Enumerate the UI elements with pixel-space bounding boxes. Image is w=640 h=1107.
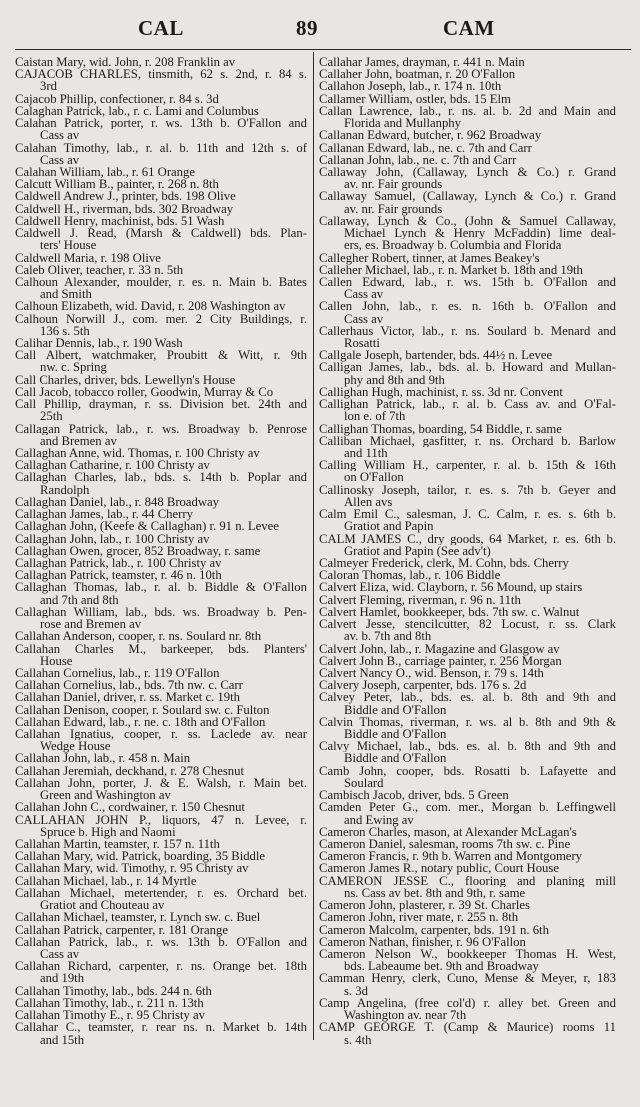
directory-entry <box>15 569 307 581</box>
entry-line: Calvery Joseph, carpenter, bds. 176 s. 2d <box>319 678 527 693</box>
entry-continuation-line: Gratiot and Papin (See adv't) <box>344 543 491 558</box>
entry-line: Callgale Joseph, bartender, bds. 44½ n. Levee <box>319 348 553 363</box>
directory-entry <box>319 435 616 459</box>
directory-entry <box>319 80 616 92</box>
entry-continuation-line: av. nr. Fair grounds <box>344 177 443 192</box>
directory-entry <box>319 679 616 691</box>
directory-entry <box>15 459 307 471</box>
entry-continuation-line: Gratiot and Chouteau av <box>40 898 165 913</box>
page-number: 89 <box>296 16 318 40</box>
entry-continuation-line: s. 3d <box>344 983 368 998</box>
directory-entry <box>15 716 307 728</box>
entry-line: Cajacob Phillip, confectioner, r. 84 s. 3d <box>15 91 219 106</box>
directory-entry <box>15 704 307 716</box>
directory-entry <box>15 264 307 276</box>
entry-line: Callahan Anderson, cooper, r. ns. Soulard nr. 8th <box>15 629 262 644</box>
header-rule <box>15 49 631 50</box>
entry-line: Call Jacob, tobacco roller, Goodwin, Murray & Co <box>15 384 274 399</box>
directory-entry <box>15 337 307 349</box>
entry-line: Callahar James, drayman, r. 441 n. Main <box>319 55 525 69</box>
entry-continuation-line: Biddle and O'Fallon <box>344 702 447 717</box>
entry-line: Callahan Michael, teamster, r. Lynch sw. c. Buel <box>15 910 261 925</box>
directory-entry <box>15 887 307 911</box>
directory-entry <box>319 423 616 435</box>
directory-entry <box>15 801 307 813</box>
directory-entry <box>319 129 616 141</box>
entry-line: Callahan Patrick, lab., r. ws. 13th b. O'Fallon and <box>15 935 307 948</box>
entry-line: Callaway Samuel, (Callaway, Lynch & Co.) r. Grand <box>319 190 616 203</box>
entry-line: Callaghan James, lab., r. 44 Cherry <box>15 507 193 522</box>
entry-line: Callahar C., teamster, r. rear ns. n. Market b. 14th <box>15 1021 307 1034</box>
entry-line: Callahan Cornelius, lab., r. 119 O'Fallon <box>15 665 220 680</box>
entry-line: Calvert Jesse, stencilcutter, 82 Locust, r. ss. Clark <box>319 618 616 631</box>
entry-line: Calvert Hamlet, bookkeeper, bds. 7th sw. c. Walnut <box>319 604 580 619</box>
entry-continuation-line: House <box>40 653 73 668</box>
directory-entry <box>15 252 307 264</box>
directory-entry <box>15 1021 307 1045</box>
entry-line: Calm Emil C., salesman, J. C. Calm, r. es. s. 6th b. <box>319 508 616 521</box>
entry-line: Cameron Nelson W., bookkeeper Thomas H. West, <box>319 947 616 961</box>
entry-line: Cameron Daniel, salesman, rooms 7th sw. c. Pine <box>319 837 571 851</box>
entry-line: Cameron John, plasterer, r. 39 St. Charles <box>319 898 530 913</box>
entry-line: Calhoun Norwill J., com. mer. 2 City Buildings, r. <box>15 312 307 325</box>
directory-entry <box>319 997 616 1021</box>
entry-line: Calling William H., carpenter, r. al. b. 15th & 16th <box>319 459 616 472</box>
entry-line: Callan Lawrence, lab., r. ns. al. b. 2d and Main and <box>319 104 616 118</box>
directory-entry <box>15 911 307 923</box>
directory-entry <box>319 618 616 642</box>
entry-line: Caldwell Andrew J., printer, bds. 198 Olive <box>15 189 236 204</box>
entry-line: Camden Peter G., com. mer., Morgan b. Leffingwell <box>319 801 616 814</box>
entry-line: Calvert Nancy O., wid. Benson, r. 79 s. 14th <box>319 665 544 680</box>
entry-line: Callahan Jeremiah, deckhand, r. 278 Chesnut <box>15 763 245 778</box>
directory-entry <box>15 630 307 642</box>
entry-continuation-line: Cass av <box>40 128 80 143</box>
directory-entry <box>15 581 307 605</box>
directory-entry <box>319 93 616 105</box>
entry-line: CALLAHAN JOHN P., liquors, 47 n. Levee, r. <box>15 813 307 826</box>
directory-entry <box>319 386 616 398</box>
entry-continuation-line: s. 4th <box>344 1032 372 1047</box>
entry-line: Caldwell Henry, machinist, bds. 51 Wash <box>15 213 225 228</box>
entry-continuation-line: and 11th <box>344 446 388 460</box>
entry-continuation-line: Biddle and O'Fallon <box>344 727 447 742</box>
entry-continuation-line: Spruce b. High and Naomi <box>40 824 176 839</box>
entry-line: Calvy Michael, lab., bds. es. al. b. 8th and 9th and <box>319 740 616 753</box>
entry-continuation-line: ns. Cass av bet. 8th and 9th, r. same <box>344 885 526 900</box>
entry-line: Camman Henry, clerk, Cuno, Mense & Meyer, r, 183 <box>319 972 616 985</box>
entry-line: CAJACOB CHARLES, tinsmith, 62 s. 2nd, r. 84 s. <box>15 68 307 81</box>
entry-line: Callahan Michael, metertender, r. es. Orchard bet. <box>15 886 307 900</box>
directory-entry <box>319 911 616 923</box>
directory-entry <box>319 484 616 508</box>
entry-continuation-line: rose and Bremen av <box>40 617 142 632</box>
directory-entry <box>15 423 307 447</box>
entry-line: Cameron John, river mate, r. 255 n. 8th <box>319 910 519 925</box>
entry-continuation-line: bds. Labeaume bet. 9th and Broadway <box>344 959 539 974</box>
entry-line: Calvin Thomas, riverman, r. ws. al b. 8th and 9th & <box>319 715 616 729</box>
entry-line: Callahon Joseph, lab., r. 174 n. 10th <box>319 79 502 94</box>
entry-continuation-line: and Bremen av <box>40 433 117 448</box>
entry-continuation-line: Wedge House <box>40 739 111 754</box>
entry-continuation-line: Gratiot and Papin <box>344 519 434 534</box>
directory-entry <box>319 300 616 324</box>
entry-continuation-line: 25th <box>40 409 63 424</box>
entry-line: Callighan Thomas, boarding, 54 Biddle, r. same <box>319 421 562 436</box>
directory-entry <box>15 643 307 667</box>
entry-continuation-line: 136 s. 5th <box>40 323 90 338</box>
entry-line: Calligan James, lab., bds. al. b. Howard and Mullan- <box>319 361 616 374</box>
entry-line: Callinosky Joseph, tailor, r. es. s. 7th b. Geyer and <box>319 483 616 496</box>
entry-continuation-line: Michael Lynch & Henry McFaddin) lime deal- <box>344 227 616 240</box>
entry-continuation-line: phy and 8th and 9th <box>344 372 445 387</box>
entry-line: Calhoun Elizabeth, wid. David, r. 208 Washington av <box>15 299 286 314</box>
entry-line: Callagan Patrick, lab., r. ws. Broadway b. Penrose <box>15 422 307 435</box>
entry-line: Callegher Robert, tinner, at James Beakey's <box>319 250 540 265</box>
entry-line: Call Phillip, drayman, r. ss. Division bet. 24th and <box>15 398 307 411</box>
entry-line: Callahan Edward, lab., r. ne. c. 18th and O'Fallon <box>15 714 266 729</box>
entry-line: Cameron James R., notary public, Court House <box>319 861 559 876</box>
entry-line: Calvert Fleming, riverman, r. 96 n. 11th <box>319 592 521 607</box>
directory-entry <box>15 924 307 936</box>
entry-line: Callighan Hugh, machinist, r. ss. 3d nr. Convent <box>319 384 563 399</box>
entry-continuation-line: on O'Fallon <box>344 470 404 485</box>
directory-entry <box>319 190 616 214</box>
entry-continuation-line: Cass av <box>40 946 80 961</box>
entry-line: Calcutt William B., painter, r. 268 n. 8th <box>15 177 219 192</box>
entry-line: Calvert Eliza, wid. Clayborn, r. 56 Mound, up stairs <box>319 580 583 595</box>
directory-entry <box>319 264 616 276</box>
entry-line: Calmeyer Frederick, clerk, M. Cohn, bds. Cherry <box>319 555 569 570</box>
entry-line: Callen Edward, lab., r. ws. 15th b. O'Fallon and <box>319 275 616 289</box>
entry-line: Cameron Nathan, finisher, r. 96 O'Fallon <box>319 934 526 949</box>
directory-entry <box>319 533 616 557</box>
entry-line: Callaghan Patrick, teamster, r. 46 n. 10th <box>15 568 222 583</box>
entry-line: Callanan Edward, lab., ne. c. 7th and Carr <box>319 140 532 155</box>
entry-line: Callaway, Lynch & Co., (John & Samuel Callaway, <box>319 214 616 228</box>
entry-line: Calvert John, lab., r. Magazine and Glasgow av <box>319 641 560 656</box>
directory-entry <box>319 215 616 252</box>
entry-line: Callen John, lab., r. es. n. 16th b. O'Fallon and <box>319 300 616 313</box>
entry-line: Calahan William, lab., r. 61 Orange <box>15 164 196 179</box>
entry-line: Callamer William, ostler, bds. 15 Elm <box>319 91 511 106</box>
entry-line: Callahan Charles M., barkeeper, bds. Planters' <box>15 642 307 655</box>
directory-entry <box>15 960 307 984</box>
entry-line: Callaghan Charles, lab., bds. s. 14th b. Poplar and <box>15 471 307 484</box>
entry-line: Callaher John, boatman, r. 20 O'Fallon <box>319 67 516 82</box>
entry-continuation-line: av. b. 7th and 8th <box>344 629 432 644</box>
entry-line: CAMERON JESSE C., flooring and planing mill <box>319 874 616 887</box>
directory-entry <box>319 398 616 422</box>
directory-entry <box>319 924 616 936</box>
entry-line: CALM JAMES C., dry goods, 64 Market, r. es. 6th b. <box>319 532 616 545</box>
entry-line: Calvert John B., carriage painter, r. 256 Morgan <box>319 653 562 668</box>
directory-entry <box>319 716 616 740</box>
entry-line: Callanan John, lab., ne. c. 7th and Carr <box>319 152 517 167</box>
directory-entry <box>319 459 616 483</box>
directory-entry <box>319 875 616 899</box>
left-guide-word: CAL <box>138 16 184 40</box>
directory-entry <box>319 936 616 948</box>
entry-line: Callahan Mary, wid. Timothy, r. 95 Christy av <box>15 861 249 876</box>
entry-continuation-line: Cass av <box>344 287 384 302</box>
directory-entry <box>319 972 616 996</box>
entry-line: Callaghan Daniel, lab., r. 848 Broadway <box>15 494 220 509</box>
entry-continuation-line: Cass av <box>40 152 80 167</box>
entry-continuation-line: and 7th and 8th <box>40 592 119 607</box>
directory-entry <box>319 252 616 264</box>
entry-continuation-line: lon e. of 7th <box>344 409 406 424</box>
directory-entry <box>15 691 307 703</box>
directory-entry <box>319 789 616 801</box>
entry-line: Call Albert, watchmaker, Proubitt & Witt, r. 9th <box>15 349 307 362</box>
entry-line: Callaghan John, lab., r. 100 Christy av <box>15 531 210 546</box>
entry-continuation-line: Rosatti <box>344 336 380 351</box>
entry-line: Caldwell H., riverman, bds. 302 Broadway <box>15 201 234 216</box>
directory-entry <box>15 985 307 997</box>
entry-continuation-line: Soulard <box>344 775 384 790</box>
directory-entry <box>15 398 307 422</box>
entry-line: Callaghan William, lab., bds. ws. Broadway b. Pen- <box>15 605 307 619</box>
entry-line: Callaghan John, (Keefe & Callaghan) r. 91 n. Levee <box>15 519 279 534</box>
directory-entry <box>319 801 616 825</box>
entry-continuation-line: and Smith <box>40 287 92 302</box>
directory-entry <box>15 1009 307 1021</box>
entry-line: Callahan Cornelius, lab., bds. 7th nw. c. Carr <box>15 678 243 693</box>
entry-line: Callahan John, lab., r. 458 n. Main <box>15 751 191 766</box>
entry-continuation-line: 3rd <box>40 79 57 94</box>
right-column <box>319 56 616 1046</box>
entry-line: Callahan Timothy, lab., bds. 244 n. 6th <box>15 983 212 998</box>
directory-entry <box>319 691 616 715</box>
entry-line: Calahan Timothy, lab., r. al. b. 11th and 12th s. of <box>15 141 307 154</box>
entry-line: Callahan Denison, cooper, r. Soulard sw. c. Fulton <box>15 702 270 717</box>
directory-entry <box>15 68 307 92</box>
directory-entry <box>319 740 616 764</box>
directory-entry <box>15 814 307 838</box>
entry-line: Callaghan Patrick, lab., r. 100 Christy av <box>15 555 222 570</box>
directory-entry <box>319 594 616 606</box>
directory-entry <box>15 105 307 117</box>
entry-line: Callahan Mary, wid. Patrick, boarding, 35 Biddle <box>15 849 266 864</box>
directory-entry <box>15 313 307 337</box>
entry-line: Caistan Mary, wid. John, r. 208 Franklin av <box>15 55 236 69</box>
directory-entry <box>15 471 307 495</box>
directory-entry <box>15 117 307 141</box>
directory-entry <box>15 752 307 764</box>
directory-entry <box>15 203 307 215</box>
entry-line: Callaghan Owen, grocer, 852 Broadway, r. same <box>15 543 261 558</box>
entry-line: Calhoun Alexander, moulder, r. es. n. Main b. Bates <box>15 275 307 289</box>
entry-continuation-line: nw. c. Spring <box>40 360 107 375</box>
directory-entry <box>319 361 616 385</box>
entry-continuation-line: and 15th <box>40 1032 85 1047</box>
directory-entry <box>319 581 616 593</box>
entry-continuation-line: and 19th <box>40 971 85 986</box>
directory-entry <box>319 142 616 154</box>
entry-line: Calleher Michael, lab., r. n. Market b. 18th and 19th <box>319 262 583 277</box>
directory-entry <box>319 276 616 300</box>
entry-continuation-line: ters' House <box>40 238 97 253</box>
entry-line: Calvey Peter, lab., bds. es. al. b. 8th and 9th and <box>319 691 616 704</box>
entry-line: Callahan Patrick, carpenter, r. 181 Orange <box>15 922 228 937</box>
entry-line: Callaghan Anne, wid. Thomas, r. 100 Christy av <box>15 446 260 460</box>
directory-entry <box>15 386 307 398</box>
directory-entry <box>319 166 616 190</box>
column-divider <box>313 52 314 1040</box>
directory-entry <box>319 643 616 655</box>
entry-continuation-line: Cass av <box>344 311 384 326</box>
directory-entry <box>15 227 307 251</box>
entry-continuation-line: Allen avs <box>344 494 393 509</box>
entry-line: Callaghan Catharine, r. 100 Christy av <box>15 458 210 473</box>
entry-continuation-line: Biddle and O'Fallon <box>344 751 447 766</box>
entry-continuation-line: Florida and Mullanphy <box>344 116 461 131</box>
entry-line: Caleb Oliver, teacher, r. 33 n. 5th <box>15 262 184 277</box>
entry-line: Callahan Michael, lab., r. 14 Myrtle <box>15 873 197 888</box>
entry-line: Callahan Timothy, lab., r. 211 n. 13th <box>15 995 204 1010</box>
directory-entry <box>15 142 307 166</box>
entry-line: Camb John, cooper, bds. Rosatti b. Lafayette and <box>319 764 616 777</box>
directory-entry <box>15 862 307 874</box>
directory-entry <box>15 520 307 532</box>
entry-continuation-line: Green and Washington av <box>40 788 171 803</box>
left-column <box>15 56 307 1046</box>
directory-entry <box>15 728 307 752</box>
entry-line: Call Charles, driver, bds. Lewellyn's House <box>15 372 236 387</box>
right-guide-word: CAM <box>443 16 495 40</box>
directory-entry <box>319 1021 616 1045</box>
entry-line: Callaghan Thomas, lab., r. al. b. Biddle & O'Fallon <box>15 581 307 594</box>
entry-line: Callerhaus Victor, lab., r. ns. Soulard b. Menard and <box>319 324 616 338</box>
directory-entry <box>15 349 307 373</box>
directory-entry <box>15 936 307 960</box>
directory-entry <box>15 56 307 68</box>
directory-entry <box>15 533 307 545</box>
directory-entry <box>319 154 616 166</box>
entry-line: Cambisch Jacob, driver, bds. 5 Green <box>319 788 509 803</box>
directory-entry <box>15 190 307 202</box>
entry-line: CAMP GEORGE T. (Camp & Maurice) rooms 11 <box>319 1021 616 1034</box>
entry-continuation-line: Randolph <box>40 482 90 497</box>
directory-entry <box>15 875 307 887</box>
directory-entry <box>319 765 616 789</box>
directory-entry <box>319 948 616 972</box>
entry-line: Callahan Martin, teamster, r. 157 n. 11th <box>15 837 220 851</box>
directory-entry <box>15 777 307 801</box>
entry-continuation-line: ers, es. Broadway b. Columbia and Florida <box>344 238 562 253</box>
entry-line: Callanan Edward, butcher, r. 962 Broadway <box>319 128 542 143</box>
entry-line: Callahan Timothy E., r. 95 Christy av <box>15 1008 205 1023</box>
entry-line: Callahan Ignatius, cooper, r. ss. Laclede av. near <box>15 728 307 741</box>
directory-entry <box>319 325 616 349</box>
entry-continuation-line: and Ewing av <box>344 812 414 827</box>
entry-continuation-line: av. nr. Fair grounds <box>344 201 443 216</box>
directory-entry <box>319 349 616 361</box>
entry-line: Callahan Daniel, driver, r. ss. Market c. 19th <box>15 690 240 705</box>
directory-entry <box>319 105 616 129</box>
entry-line: Calihar Dennis, lab., r. 190 Wash <box>15 336 183 351</box>
directory-entry <box>319 606 616 618</box>
directory-entry <box>15 215 307 227</box>
entry-line: Camp Angelina, (free col'd) r. alley bet. Green and <box>319 996 616 1010</box>
entry-line: Cameron Francis, r. 9th b. Warren and Montgomery <box>319 849 583 864</box>
entry-line: Callighan Patrick, lab., r. al. b. Cass av. and O'Fal- <box>319 398 616 411</box>
directory-entry <box>15 765 307 777</box>
entry-line: Callahan John C., cordwainer, r. 150 Chesnut <box>15 800 245 815</box>
directory-entry <box>15 300 307 312</box>
entry-line: Cameron Charles, mason, at Alexander McLagan's <box>319 824 577 839</box>
entry-line: Callahan John, porter, J. & E. Walsh, r. Main bet. <box>15 776 307 790</box>
directory-entry <box>319 508 616 532</box>
entry-line: Caloran Thomas, lab., r. 106 Biddle <box>319 568 501 583</box>
directory-entry <box>15 606 307 630</box>
entry-line: Cameron Malcolm, carpenter, bds. 191 n. 6th <box>319 922 549 937</box>
directory-entry <box>319 862 616 874</box>
entry-line: Caldwell Maria, r. 198 Olive <box>15 250 161 265</box>
entry-continuation-line: Washington av. near 7th <box>344 1008 467 1023</box>
entry-line: Calahan Patrick, porter, r. ws. 13th b. O'Fallon and <box>15 117 307 130</box>
entry-line: Calliban Michael, gasfitter, r. ns. Orchard b. Barlow <box>319 434 616 447</box>
entry-line: Callahan Richard, carpenter, r. ns. Orange bet. 18th <box>15 960 307 973</box>
entry-line: Caldwell J. Read, (Marsh & Caldwell) bds. Plan- <box>15 227 307 240</box>
directory-entry <box>15 276 307 300</box>
entry-line: Calaghan Patrick, lab., r. c. Lami and Columbus <box>15 103 259 118</box>
entry-line: Callaway John, (Callaway, Lynch & Co.) r. Grand <box>319 165 616 179</box>
